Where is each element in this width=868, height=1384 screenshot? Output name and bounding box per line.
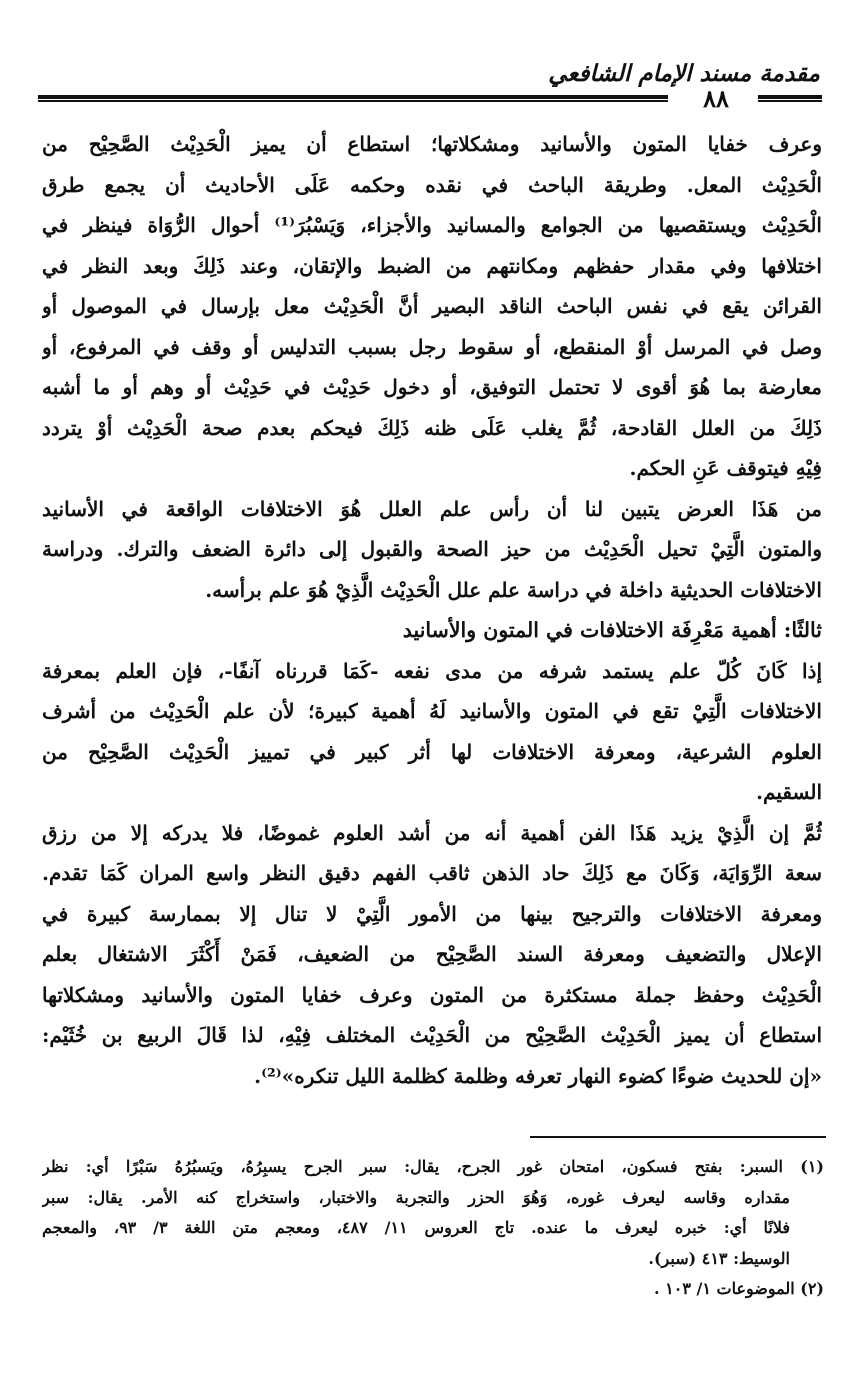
text-line: ذَلِكَ من العلل القادحة، ثُمَّ يغلب عَلَى ظنه ذَلِكَ فيحكم بعدم صحة الْحَدِيْث أوْ يتردد (42, 415, 822, 440)
footnote-line: مقداره وقاسه ليعرف غوره، وَهُوَ الحزر والتجربة والاختبار، واستخراج كنه الأمر. يقال: سبر (42, 1187, 790, 1207)
text-line: الاختلافات الحديثية داخلة في دراسة علم علل الْحَدِيْث الَّذِيْ هُوَ علم برأسه. (205, 577, 822, 602)
text-line: القرائن يقع في نفس الباحث الناقد البصير أنَّ الْحَدِيْث معل بإرسال في الموصول أو (42, 294, 822, 318)
text-line: السقيم. (756, 780, 822, 804)
text-line: الاختلافات الَّتِيْ تقع في المتون والأسانيد لَهُ أهمية كبيرة؛ لأن علم الْحَدِيْث من أشرف (42, 699, 822, 723)
text-line: العلوم الشرعية، ومعرفة الاختلافات لها أثر كبير في تمييز الْحَدِيْث الصَّحِيْح من (42, 739, 822, 764)
text-line: ومعرفة الاختلافات والترجيح بينها من الأمور الَّتِيْ لا تنال إلا بممارسة كبيرة في (42, 901, 822, 926)
text-line: اختلافها وفي مقدار حفظهم ومكانتهم من الضبط والإتقان، وعند ذَلِكَ وبعد النظر في (42, 253, 822, 278)
footnote-line: الوسيط: ٤١٣ (سبر). (648, 1248, 790, 1268)
footnote-line: (١) السبر: بفتح فسكون، امتحان غور الجرح، يقال: سبر الجرح يسبِرُهُ، ويَسبُرُهُ سَبْرًا أي: نظر (42, 1157, 824, 1176)
header-rule-right (758, 95, 822, 102)
text-line: الْحَدِيْث وحفظ جملة مستكثرة من المتون وعرف خفايا المتون والأسانيد ومشكلاتها (42, 982, 822, 1007)
body-text (42, 124, 822, 1096)
text-line: والمتون الَّتِيْ تحيل الْحَدِيْث من حيز الصحة والقبول إلى دائرة الضعف والترك. ودراسة (42, 537, 822, 561)
footnote-line: فلانًا أي: خبره ليعرف ما عنده. تاج العروس ١١/ ٤٨٧، ومعجم متن اللغة ٣/ ٩٣، والمعجم (42, 1218, 791, 1237)
text-line: وعرف خفايا المتون والأسانيد ومشكلاتها؛ استطاع أن يميز الْحَدِيْث الصَّحِيْح من (42, 132, 822, 156)
footnote-separator (530, 1136, 826, 1138)
text-line: فِيْهِ فيتوقف عَنِ الحكم. (629, 456, 822, 480)
text-line: الإعلال والتضعيف ومعرفة السند الصَّحِيْح من الضعيف، فَمَنْ أَكْثَرَ الاشتغال بعلم (42, 942, 822, 966)
text-line: الْحَدِيْث ويستقصيها من الجوامع والمسانيد والأجزاء، وَيَسْبُرَ⁽¹⁾ أحوال الرُّوَاة فينظر في (42, 213, 822, 237)
footnotes (42, 1152, 824, 1305)
text-line: وصل في المرسل أوْ المنقطع، أو سقوط رجل بسبب التدليس أو وقف في المرفوع، أو (42, 334, 822, 359)
text-line: إذا كَانَ كُلّ علم يستمد شرفه من مدى نفعه -كَمَا قررناه آنفًا-، فإن العلم بمعرفة (42, 658, 822, 683)
running-title: مقدمة مسند الإمام الشافعي (548, 60, 820, 87)
section-heading: ثالثًا: أهمية مَعْرِفَة الاختلافات في المتون والأسانيد (402, 618, 822, 642)
text-line: «إن للحديث ضوءًا كضوء النهار تعرفه وظلمة كظلمة الليل تنكره»⁽²⁾. (254, 1063, 822, 1088)
footnote-line: (٢) الموضوعات ١/ ١٠٣ . (654, 1279, 824, 1298)
text-line: الْحَدِيْث المعل. وطريقة الباحث في نقده وحكمه عَلَى الأحاديث أن يجمع طرق (42, 172, 822, 197)
header-rule-left (38, 95, 668, 102)
text-line: معارضة بما هُوَ أقوى لا تحتمل التوفيق، أو دخول حَدِيْث في حَدِيْث أو وهم أو ما أشبه (42, 375, 822, 399)
text-line: من هَذَا العرض يتبين لنا أن رأس علم العلل هُوَ الاختلافات الواقعة في الأسانيد (42, 496, 822, 521)
text-line: استطاع أن يميز الْحَدِيْث الصَّحِيْح من الْحَدِيْث المختلف فِيْهِ، لذا قَالَ الربيع بن خُثَيْم: (42, 1023, 822, 1047)
text-line: ثُمَّ إن الَّذِيْ يزيد هَذَا الفن أهمية أنه من أشد العلوم غموضًا، فلا يدركه إلا من رزق (42, 820, 822, 845)
page-number: ٨٨ (703, 84, 729, 113)
text-line: سعة الرِّوَايَة، وَكَانَ مع ذَلِكَ حاد الذهن ثاقب الفهم دقيق النظر واسع المران كَمَا تقدم. (42, 861, 822, 885)
